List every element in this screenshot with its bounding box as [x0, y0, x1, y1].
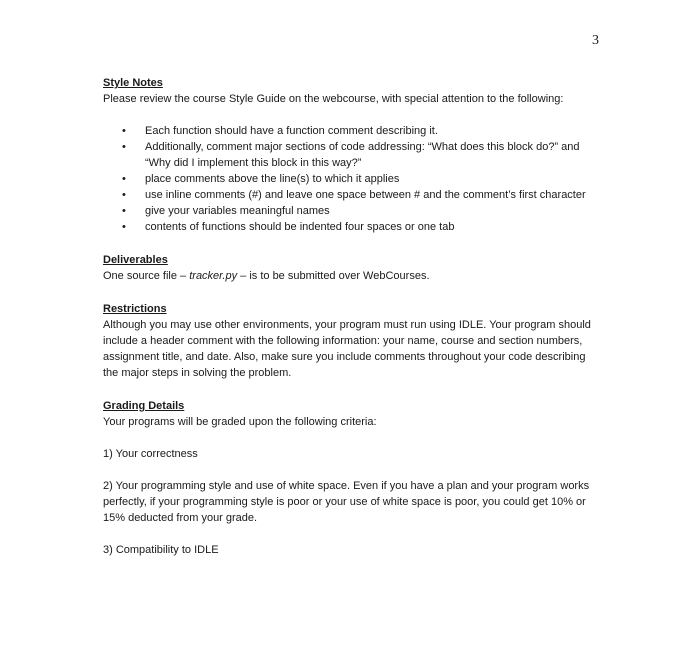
bullet-icon: •: [122, 173, 126, 185]
style-notes-list: [103, 123, 603, 235]
grading-criterion: 1) Your correctness: [103, 448, 198, 460]
bullet-icon: •: [122, 221, 126, 233]
list-item: [103, 139, 603, 171]
restrictions-heading: Restrictions: [103, 303, 167, 315]
bullet-icon: •: [122, 205, 126, 217]
list-item-text: contents of functions should be indented four spaces or one tab: [145, 221, 455, 233]
bullet-icon: •: [122, 189, 126, 201]
list-item: [103, 123, 603, 139]
grading-heading: Grading Details: [103, 400, 185, 412]
list-item: [103, 219, 603, 235]
document-body: [103, 75, 603, 558]
deliverables-text-after: – is to be submitted over WebCourses.: [237, 270, 430, 282]
style-notes-intro: Please review the course Style Guide on the webcourse, with special attention to the following:: [103, 93, 564, 105]
deliverables-filename: tracker.py: [189, 270, 238, 282]
restrictions-text: Although you may use other environments, your program must run using IDLE. Your program should include a header comment with the following information: your name, course and section numbers, assignment title, and date. Also, make sure you include comments throughout your code describing the major steps in solving the problem.: [103, 319, 591, 379]
style-notes-heading: Style Notes: [103, 77, 163, 89]
list-item-text: Additionally, comment major sections of code addressing: “What does this block do?” and “Why did I implement this block in this way?”: [145, 141, 580, 169]
page-number: 3: [592, 33, 599, 48]
grading-criterion: 3) Compatibility to IDLE: [103, 544, 219, 556]
list-item: [103, 171, 603, 187]
list-item-text: give your variables meaningful names: [145, 205, 330, 217]
style-notes-section: [103, 75, 603, 235]
list-item-text: place comments above the line(s) to which it applies: [145, 173, 400, 185]
bullet-icon: •: [122, 141, 126, 153]
list-item: [103, 187, 603, 203]
deliverables-text-before: One source file –: [103, 270, 190, 282]
grading-intro: Your programs will be graded upon the following criteria:: [103, 416, 377, 428]
grading-criterion: 2) Your programming style and use of white space. Even if you have a plan and your program works perfectly, if your programming style is poor or your use of white space is poor, you could get 10% or 15% deducted from your grade.: [103, 480, 590, 524]
deliverables-section: [103, 252, 603, 284]
restrictions-section: [103, 301, 603, 381]
deliverables-text: [103, 268, 603, 284]
list-item-text: Each function should have a function comment describing it.: [145, 125, 438, 137]
list-item-text: use inline comments (#) and leave one space between # and the comment’s first character: [145, 189, 586, 201]
bullet-icon: •: [122, 125, 126, 137]
grading-section: [103, 398, 603, 558]
list-item: [103, 203, 603, 219]
deliverables-heading: Deliverables: [103, 254, 168, 266]
